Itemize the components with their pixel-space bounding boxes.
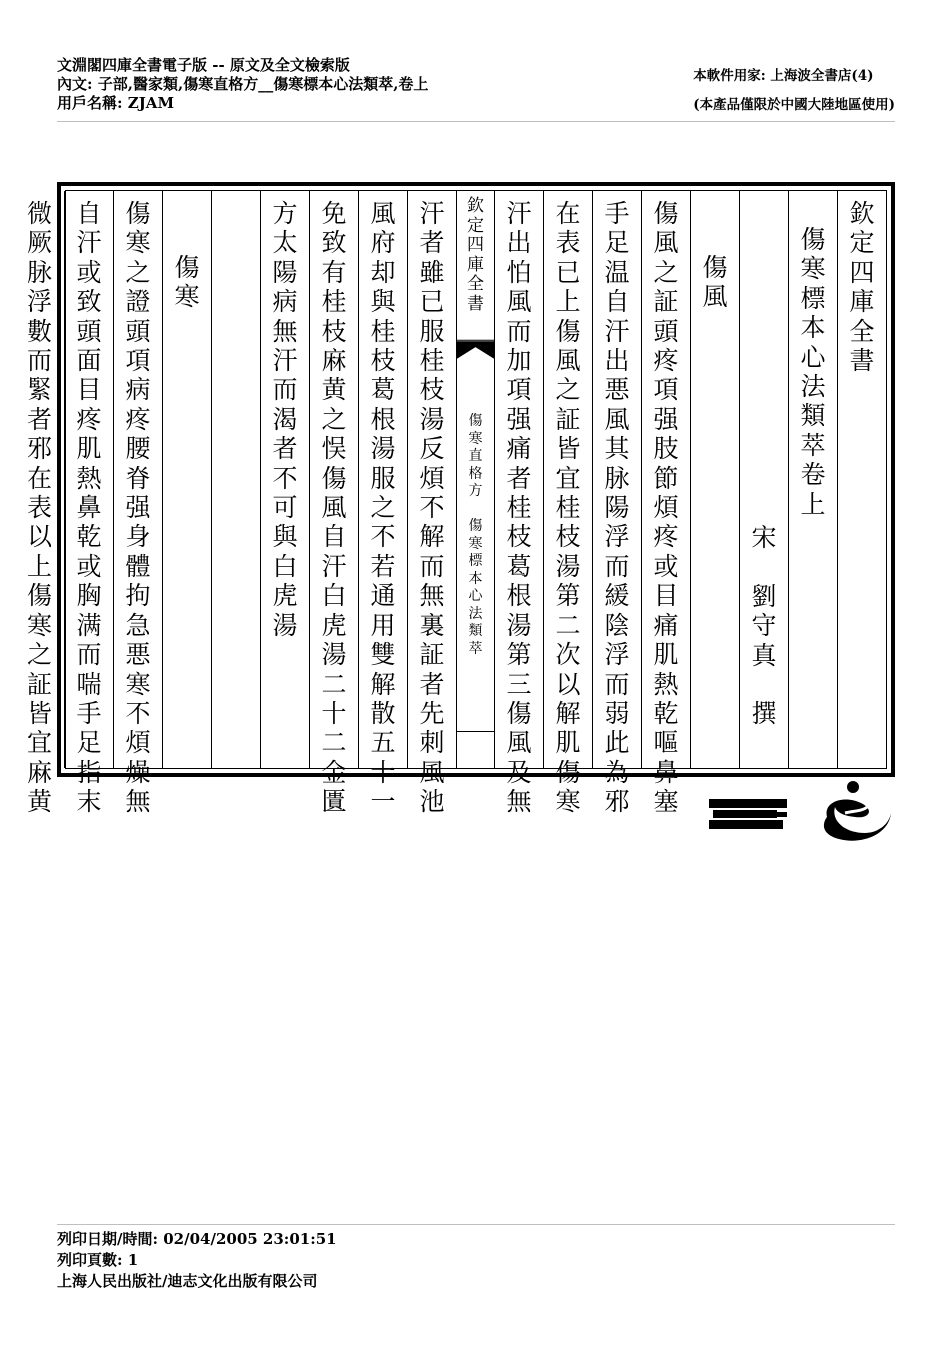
text-column <box>358 191 407 817</box>
footer-divider <box>57 1224 895 1225</box>
column-text: 傷 寒 標 本 心 法 類 萃 卷 上 <box>800 225 826 519</box>
column-text: 傷 寒 <box>174 253 200 312</box>
column-text: 風 府 却 與 桂 枝 葛 根 湯 服 之 不 若 通 用 雙 解 散 五 十 一 <box>370 199 396 817</box>
footer <box>57 1229 337 1292</box>
header-right <box>693 62 895 120</box>
banxin-book-title: 欽 定 四 庫 全 書 <box>467 196 484 314</box>
book-stack-icon <box>709 799 787 829</box>
brush-swirl-icon <box>824 781 891 841</box>
column-text: 自 汗 或 致 頭 面 目 疼 肌 熱 鼻 乾 或 胸 满 而 喘 手 足 指 末 <box>76 199 102 817</box>
text-column <box>113 191 162 817</box>
text-column <box>494 191 543 817</box>
print-page-count: 列印頁數: 1 <box>57 1251 139 1269</box>
column-text: 在 表 已 上 傷 風 之 証 皆 宜 桂 枝 湯 第 二 次 以 解 肌 傷 寒 <box>555 199 581 817</box>
text-column <box>837 191 886 768</box>
banxin-center-column <box>456 191 494 768</box>
text-column <box>309 191 358 817</box>
text-column <box>543 191 592 817</box>
column-text: 免 致 有 桂 枝 麻 黄 之 悮 傷 風 自 汗 白 虎 湯 二 十 二 金 匱 <box>321 199 347 817</box>
header-divider <box>57 121 895 122</box>
print-datetime: 列印日期/時間: 02/04/2005 23:01:51 <box>57 1230 337 1248</box>
column-text: 欽 定 四 庫 全 書 <box>849 199 875 376</box>
header-content-path: 內文: 子部,醫家類,傷寒直格方__傷寒標本心法類萃,卷上 <box>57 75 429 93</box>
column-text: 汗 者 雖 已 服 桂 枝 湯 反 煩 不 解 而 無 裏 証 者 先 刺 風 池 <box>419 199 445 817</box>
column-text: 汗 出 怕 風 而 加 項 强 痛 者 桂 枝 葛 根 湯 第 三 傷 風 及 無 <box>506 199 532 817</box>
banxin-section-title: 傷 寒 直 格 方 傷 寒 標 本 心 法 類 萃 <box>468 413 483 657</box>
header-region-note: (本產品僅限於中國大陸地區使用) <box>693 97 895 113</box>
text-column <box>260 191 309 768</box>
text-column <box>64 191 113 817</box>
text-columns <box>26 190 887 817</box>
column-text: 傷 寒 之 證 頭 項 病 疼 腰 脊 强 身 體 拘 急 悪 寒 不 煩 燥 無 <box>125 199 151 817</box>
column-text: 微 厥 脉 浮 數 而 緊 者 邪 在 表 以 上 傷 寒 之 証 皆 宜 麻 黄 <box>26 199 52 817</box>
header-title: 文淵閣四庫全書電子版 -- 原文及全文檢索版 <box>57 56 350 74</box>
column-text: 方 太 陽 病 無 汗 而 渴 者 不 可 與 白 虎 湯 <box>272 199 298 640</box>
publisher-line: 上海人民出版社/迪志文化出版有限公司 <box>57 1272 318 1290</box>
text-column <box>739 191 788 768</box>
text-column <box>211 191 260 768</box>
banxin-bottom-rule <box>457 731 494 732</box>
fish-tail-mark-icon <box>457 339 494 363</box>
column-text: 傷 風 之 証 頭 疼 項 强 肢 節 煩 疼 或 目 痛 肌 熱 乾 嘔 鼻 塞 <box>653 199 679 817</box>
column-text: 宋 劉 守 真 撰 <box>751 523 777 729</box>
text-page-frame <box>26 182 895 817</box>
text-column <box>788 191 837 768</box>
text-column <box>407 191 456 817</box>
header-left <box>57 56 428 113</box>
text-column <box>162 191 211 768</box>
header-licensee: 本軟件用家: 上海波全書店(4) <box>693 68 874 84</box>
text-column <box>641 191 690 817</box>
text-column <box>15 191 64 817</box>
header-user-name: 用戶名稱: ZJAM <box>57 94 175 112</box>
text-column <box>592 191 641 817</box>
text-column <box>690 191 739 768</box>
publisher-logo <box>705 777 895 847</box>
column-text: 手 足 温 自 汗 出 悪 風 其 脉 陽 浮 而 緩 陰 浮 而 弱 此 為 邪 <box>604 199 630 817</box>
column-text: 傷 風 <box>702 253 728 312</box>
